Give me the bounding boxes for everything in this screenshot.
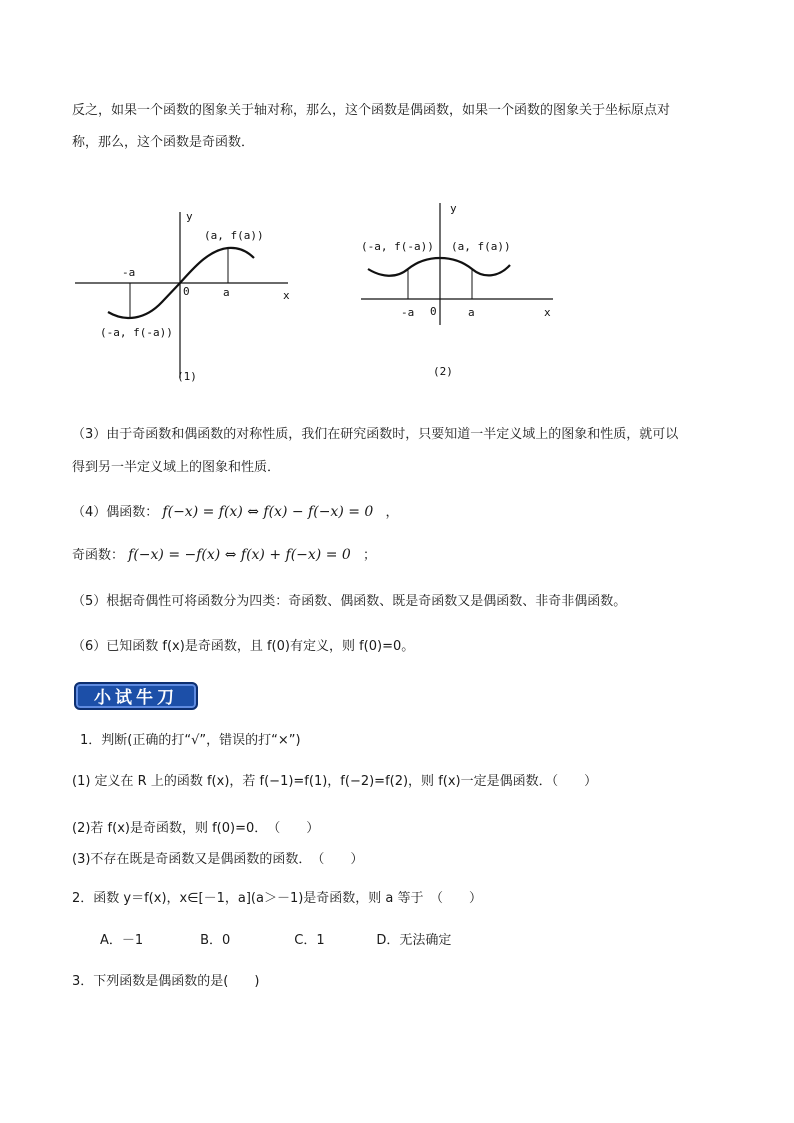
question-3: 3．下列函数是偶函数的是( ) bbox=[72, 974, 260, 989]
odd-label: 奇函数： bbox=[72, 548, 125, 563]
option-b[interactable]: B．0 bbox=[200, 933, 231, 948]
item-4-label: （4）偶函数： bbox=[72, 505, 159, 520]
figure-even-function bbox=[356, 195, 566, 385]
point-pos-label: (a, f(a)) bbox=[204, 229, 264, 242]
option-a[interactable]: A．－1 bbox=[100, 933, 144, 948]
item-6: （6）已知函数 f(x)是奇函数，且 f(0)有定义，则 f(0)=0。 bbox=[72, 639, 415, 654]
question-1-part-2: (2)若 f(x)是奇函数，则 f(0)=0． （ ） bbox=[72, 821, 320, 836]
a-label: a bbox=[468, 306, 475, 319]
item-3-line-1: （3）由于奇函数和偶函数的对称性质，我们在研究函数时，只要知道一半定义域上的图象和性质，就可以 bbox=[72, 427, 679, 442]
x-axis-label: x bbox=[544, 306, 551, 319]
odd-end: ； bbox=[362, 548, 376, 563]
point-neg-label: (-a, f(-a)) bbox=[100, 326, 173, 339]
figure-odd-function bbox=[70, 200, 310, 390]
question-1-part-1: (1) 定义在 R 上的函数 f(x)，若 f(−1)=f(1)，f(−2)=f(2)，则 f(x)一定是偶函数．（ ） bbox=[72, 774, 598, 789]
odd-function-formula: f(−x) = −f(x) ⇔ f(x) + f(−x) = 0 bbox=[128, 547, 351, 563]
option-c[interactable]: C．1 bbox=[294, 933, 325, 948]
intro-line-1: 反之，如果一个函数的图象关于轴对称，那么，这个函数是偶函数，如果一个函数的图象关于坐标原点对 bbox=[72, 103, 671, 118]
y-axis-label: y bbox=[186, 210, 193, 223]
origin-label: 0 bbox=[430, 305, 437, 318]
point-pos-label: (a, f(a)) bbox=[451, 240, 511, 253]
figure-caption: (2) bbox=[433, 365, 453, 378]
option-d[interactable]: D．无法确定 bbox=[376, 933, 452, 948]
question-2-options bbox=[100, 932, 451, 950]
item-5: （5）根据奇偶性可将函数分为四类：奇函数、偶函数、既是奇函数又是偶函数、非奇非偶函数。 bbox=[72, 594, 627, 609]
section-badge: 小试牛刀 bbox=[74, 682, 198, 710]
y-axis-label: y bbox=[450, 202, 457, 215]
intro-line-2: 称，那么，这个函数是奇函数． bbox=[72, 135, 255, 150]
neg-a-label: -a bbox=[122, 266, 136, 279]
x-axis-label: x bbox=[283, 289, 290, 302]
item-4-end: ， bbox=[385, 505, 399, 520]
item-4-odd-function bbox=[72, 546, 376, 565]
a-label: a bbox=[223, 286, 230, 299]
question-1: 1．判断(正确的打“√”，错误的打“×”) bbox=[80, 733, 301, 748]
origin-label: 0 bbox=[183, 285, 190, 298]
question-2: 2．函数 y＝f(x)，x∈[－1，a](a＞－1)是奇函数，则 a 等于 （ ） bbox=[72, 891, 483, 906]
question-1-part-3: (3)不存在既是奇函数又是偶函数的函数． （ ） bbox=[72, 852, 364, 867]
item-4-even-function bbox=[72, 503, 398, 522]
item-3-line-2: 得到另一半定义域上的图象和性质． bbox=[72, 460, 281, 475]
figure-caption: (1) bbox=[177, 370, 197, 383]
even-curve bbox=[368, 258, 510, 276]
point-neg-label: (-a, f(-a)) bbox=[361, 240, 434, 253]
neg-a-label: -a bbox=[401, 306, 415, 319]
even-function-formula: f(−x) = f(x) ⇔ f(x) − f(−x) = 0 bbox=[162, 504, 374, 520]
